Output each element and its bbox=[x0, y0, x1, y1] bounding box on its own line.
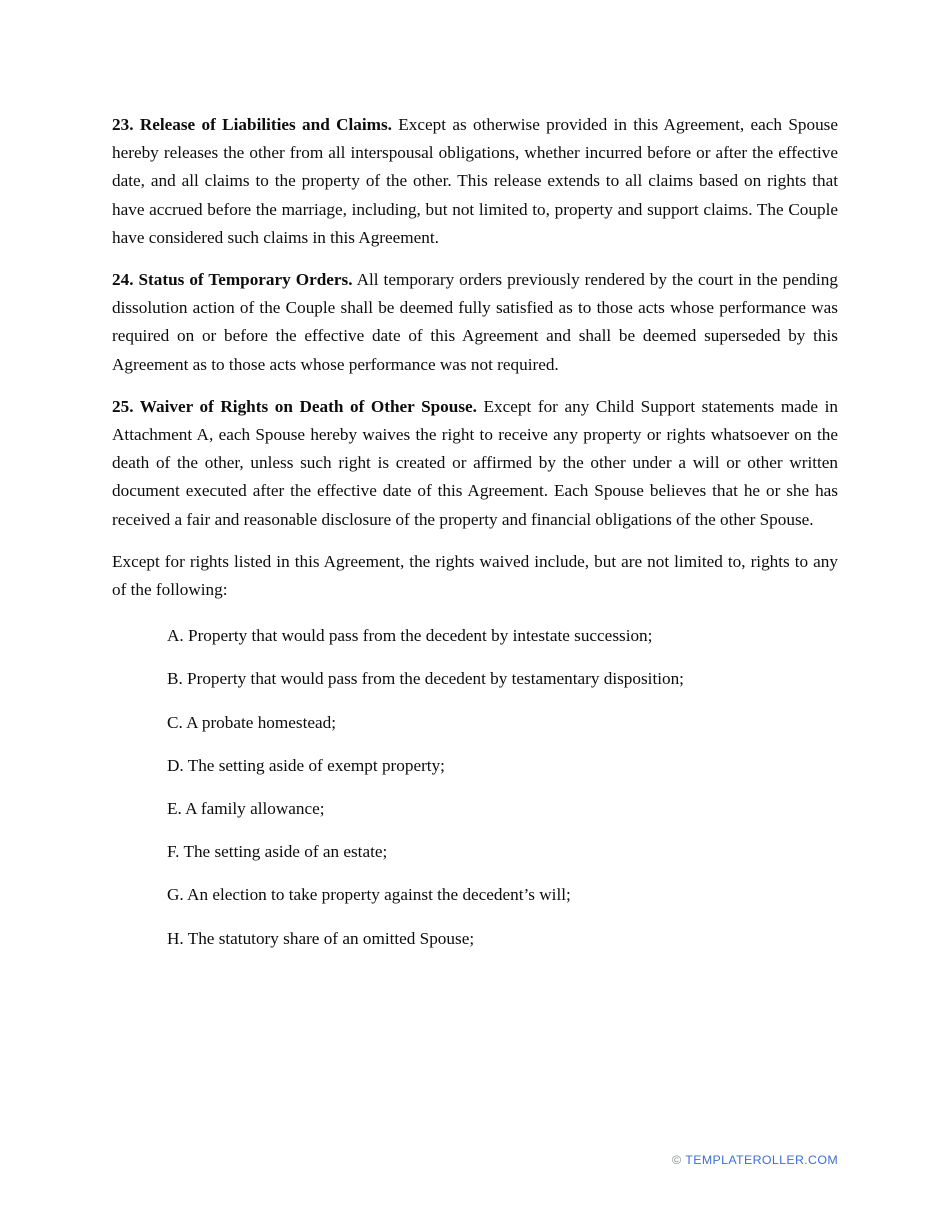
section-25-heading: 25. Waiver of Rights on Death of Other Spouse. bbox=[112, 396, 477, 416]
paragraph-section-25 bbox=[112, 393, 838, 534]
section-24-body: All temporary orders previously rendered by the court in the pending dissolution action of the Couple shall be deemed fully satisfied as to those acts whose performance was required on or before the effective date of this Agreement and shall be deemed superseded by this Agreement as to those acts whose performance was not required. bbox=[112, 270, 838, 374]
copyright-icon: © bbox=[672, 1153, 686, 1167]
list-item: B. Property that would pass from the decedent by testamentary disposition; bbox=[167, 669, 684, 689]
waiver-rights-list bbox=[112, 622, 838, 953]
list-item: A. Property that would pass from the decedent by intestate succession; bbox=[167, 626, 653, 646]
waiver-list-intro: Except for rights listed in this Agreement, the rights waived include, but are not limited to, rights to any of the following: bbox=[112, 551, 838, 600]
footer-watermark bbox=[112, 1153, 838, 1167]
list-item: D. The setting aside of exempt property; bbox=[167, 755, 445, 775]
section-23-heading: 23. Release of Liabilities and Claims. bbox=[112, 115, 392, 134]
section-23-body: Except as otherwise provided in this Agreement, each Spouse hereby releases the other from all interspousal obligations, whether incurred before or after the effective date, and all claims to the property of the other. This release extends to all claims based on rights that have accrued before the marriage, including, but not limited to, property and support claims. The Couple have considered such claims in this Agreement. bbox=[112, 115, 838, 247]
paragraph-section-24 bbox=[112, 266, 838, 379]
templateroller-brand-link[interactable]: TEMPLATEROLLER.COM bbox=[685, 1153, 838, 1167]
list-item: E. A family allowance; bbox=[167, 799, 325, 819]
list-item: G. An election to take property against the decedent’s will; bbox=[167, 885, 571, 905]
list-item: C. A probate homestead; bbox=[167, 712, 336, 732]
section-24-heading: 24. Status of Temporary Orders. bbox=[112, 270, 353, 290]
document-body bbox=[112, 111, 838, 953]
section-25-body: Except for any Child Support statements made in Attachment A, each Spouse hereby waives the right to receive any property or rights whatsoever on the death of the other, unless such right is created or affirmed by the other under a will or other written document executed after the effective date of this Agreement. Each Spouse believes that he or she has received a fair and reasonable disclosure of the property and financial obligations of the other Spouse. bbox=[112, 396, 838, 529]
list-item: H. The statutory share of an omitted Spouse; bbox=[167, 928, 475, 948]
paragraph-section-23 bbox=[112, 111, 838, 252]
list-item: F. The setting aside of an estate; bbox=[167, 842, 388, 862]
